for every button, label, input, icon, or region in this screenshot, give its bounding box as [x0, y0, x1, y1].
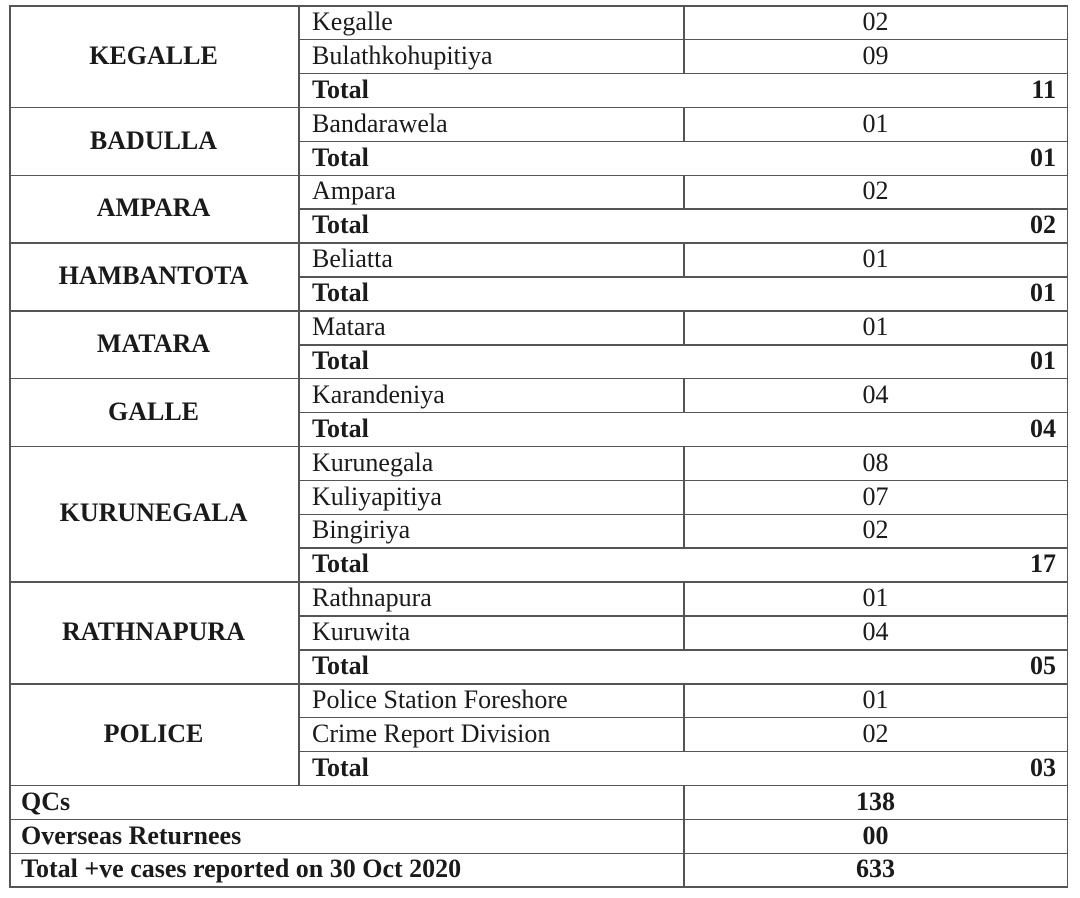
area-name: Beliatta: [312, 244, 393, 274]
area-count: 09: [862, 40, 889, 70]
area-count: 04: [862, 617, 889, 647]
district-total-value: 03: [1030, 752, 1056, 782]
area-count: 04: [862, 379, 889, 409]
area-count-divider: [683, 107, 685, 141]
area-name: Rathnapura: [312, 583, 432, 613]
area-count-divider: [683, 378, 685, 412]
area-name: Bulathkohupitiya: [312, 40, 493, 70]
area-count-divider: [683, 683, 685, 751]
district-name: POLICE: [103, 718, 204, 748]
area-count-divider: [683, 175, 685, 209]
area-count: 07: [862, 481, 889, 511]
district-total-label: Total: [312, 752, 369, 782]
area-count: 02: [862, 515, 889, 545]
area-count-divider: [683, 310, 685, 344]
district-total-label: Total: [312, 142, 369, 172]
district-name: MATARA: [96, 328, 211, 358]
area-count: 01: [862, 684, 889, 714]
district-total-label: Total: [312, 549, 369, 579]
summary-value-divider: [683, 785, 685, 887]
area-count: 02: [862, 176, 889, 206]
area-name: Ampara: [312, 176, 396, 206]
district-name: KEGALLE: [89, 40, 218, 70]
district-name: HAMBANTOTA: [58, 261, 249, 291]
district-name: BADULLA: [89, 125, 218, 155]
area-count: 02: [862, 6, 889, 36]
summary-value: 138: [856, 786, 895, 816]
summary-value: 633: [856, 854, 895, 884]
district-name: KURUNEGALA: [59, 498, 248, 528]
area-count: 01: [862, 583, 889, 613]
district-total-label: Total: [312, 74, 369, 104]
summary-label: Total +ve cases reported on 30 Oct 2020: [21, 854, 462, 884]
area-name: Bingiriya: [312, 515, 411, 545]
district-total-label: Total: [312, 278, 369, 308]
district-total-label: Total: [312, 210, 369, 240]
area-name: Matara: [312, 312, 386, 342]
area-name: Police Station Foreshore: [312, 684, 568, 714]
area-count: 01: [862, 244, 889, 274]
district-total-label: Total: [312, 345, 369, 375]
area-count-divider: [683, 446, 685, 548]
summary-value: 00: [862, 820, 889, 850]
area-name: Karandeniya: [312, 379, 445, 409]
district-total-value: 04: [1030, 413, 1056, 443]
district-total-value: 05: [1030, 651, 1056, 681]
district-total-label: Total: [312, 413, 369, 443]
summary-label: Overseas Returnees: [21, 820, 242, 850]
area-name: Crime Report Division: [312, 718, 551, 748]
area-count: 08: [862, 447, 889, 477]
district-total-value: 01: [1030, 278, 1056, 308]
area-name: Kegalle: [312, 6, 393, 36]
district-total-label: Total: [312, 651, 369, 681]
district-total-value: 01: [1030, 142, 1056, 172]
district-total-value: 11: [1031, 74, 1056, 104]
summary-divider: [9, 886, 1068, 888]
district-total-value: 01: [1030, 345, 1056, 375]
summary-label: QCs: [21, 786, 71, 816]
table-border-right: [1067, 5, 1069, 886]
area-count-divider: [683, 242, 685, 276]
area-count-divider: [683, 5, 685, 73]
area-count: 01: [862, 108, 889, 138]
area-count: 02: [862, 718, 889, 748]
district-name: AMPARA: [96, 193, 211, 223]
area-name: Kuliyapitiya: [312, 481, 442, 511]
area-name: Bandarawela: [312, 108, 448, 138]
table-border-left: [9, 5, 11, 886]
district-total-value: 02: [1030, 210, 1056, 240]
area-name: Kuruwita: [312, 617, 411, 647]
district-total-value: 17: [1030, 549, 1056, 579]
area-count-divider: [683, 581, 685, 649]
area-count: 01: [862, 312, 889, 342]
district-name: GALLE: [107, 396, 200, 426]
district-area-divider: [298, 5, 300, 785]
area-name: Kurunegala: [312, 447, 434, 477]
cases-table: [9, 5, 1068, 887]
district-name: RATHNAPURA: [62, 617, 245, 647]
